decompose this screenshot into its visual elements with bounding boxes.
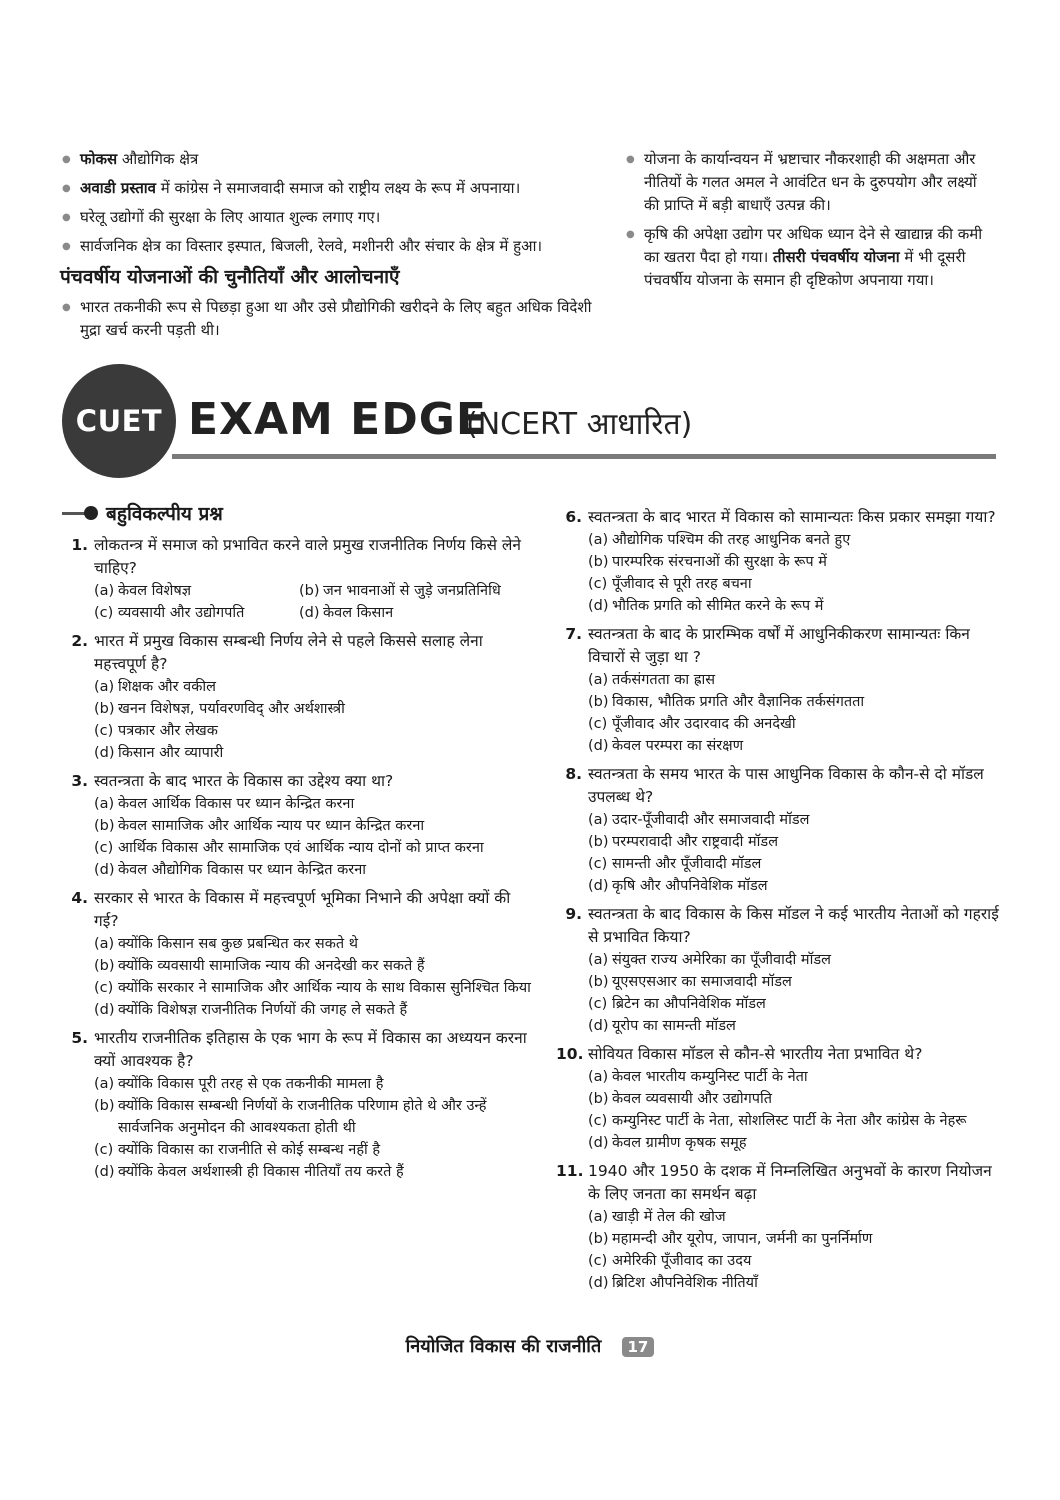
- options: [588, 529, 1000, 617]
- banner-divider: [172, 454, 996, 459]
- option[interactable]: (a) शिक्षक और वकील: [94, 679, 216, 695]
- cuet-exam-edge-banner: [62, 364, 996, 480]
- bullet-item: ● घरेलू उद्योगों की सुरक्षा के लिए आयात शुल्क लगाए गए।: [60, 206, 600, 229]
- question-number: 9.: [565, 905, 582, 923]
- option[interactable]: (c) व्यवसायी और उद्योगपति: [94, 605, 245, 621]
- option[interactable]: (c) अमेरिकी पूँजीवाद का उदय: [588, 1253, 752, 1269]
- question-1: [62, 534, 532, 624]
- top-right-section: [624, 148, 994, 298]
- question-text: स्वतन्त्रता के बाद विकास के किस मॉडल ने कई भारतीय नेताओं को गहराई से प्रभावित किया?: [588, 905, 999, 946]
- question-text: स्वतन्त्रता के बाद भारत के विकास का उद्देश्य क्या था?: [94, 772, 394, 790]
- section-subheading: पंचवर्षीय योजनाओं की चुनौतियाँ और आलोचनाएँ: [60, 266, 400, 288]
- question-number: 2.: [71, 632, 88, 650]
- options: [588, 1206, 1000, 1294]
- option[interactable]: (d) क्योंकि केवल अर्थशास्त्री ही विकास नीतियाँ तय करते हैं: [94, 1164, 404, 1180]
- bullet-item: ● सार्वजनिक क्षेत्र का विस्तार इस्पात, बिजली, रेलवे, मशीनरी और संचार के क्षेत्र में हुआ।: [60, 235, 600, 258]
- top-right-bullets: [624, 148, 994, 292]
- option[interactable]: (a) तर्कसंगतता का ह्रास: [588, 672, 716, 688]
- option[interactable]: (c) कम्युनिस्ट पार्टी के नेता, सोशलिस्ट पार्टी के नेता और कांग्रेस के नेहरू: [588, 1113, 967, 1129]
- banner-subtitle: (NCERT आधारित): [466, 407, 693, 442]
- option[interactable]: (a) केवल भारतीय कम्युनिस्ट पार्टी के नेता: [588, 1069, 808, 1085]
- option[interactable]: (b) विकास, भौतिक प्रगति और वैज्ञानिक तर्कसंगतता: [588, 694, 865, 710]
- option[interactable]: (b) पारम्परिक संरचनाओं की सुरक्षा के रूप में: [588, 554, 827, 570]
- options: [94, 580, 532, 624]
- option[interactable]: (b) जन भावनाओं से जुड़े जनप्रतिनिधि: [299, 583, 501, 599]
- option[interactable]: (b) यूएसएसआर का समाजवादी मॉडल: [588, 974, 792, 990]
- option[interactable]: (d) ब्रिटिश औपनिवेशिक नीतियाँ: [588, 1275, 758, 1291]
- question-text: स्वतन्त्रता के बाद भारत में विकास को सामान्यतः किस प्रकार समझा गया?: [588, 508, 996, 526]
- options: [94, 676, 532, 764]
- question-text: 1940 और 1950 के दशक में निम्नलिखित अनुभवों के कारण नियोजन के लिए जनता का समर्थन बढ़ा: [588, 1162, 992, 1203]
- option[interactable]: (c) क्योंकि विकास का राजनीति से कोई सम्बन्ध नहीं है: [94, 1142, 381, 1158]
- bullet-item: ● फोकस औद्योगिक क्षेत्र: [60, 148, 600, 171]
- question-text: लोकतन्त्र में समाज को प्रभावित करने वाले प्रमुख राजनीतिक निर्णय किसे लेने चाहिए?: [94, 536, 522, 577]
- page-number: 17: [622, 1337, 655, 1357]
- question-text: सोवियत विकास मॉडल से कौन-से भारतीय नेता प्रभावित थे?: [588, 1045, 923, 1063]
- option[interactable]: (d) यूरोप का सामन्ती मॉडल: [588, 1018, 736, 1034]
- question-11: [556, 1160, 1000, 1294]
- question-number: 10.: [556, 1045, 584, 1063]
- option[interactable]: (c) पूँजीवाद और उदारवाद की अनदेखी: [588, 716, 796, 732]
- option[interactable]: (d) क्योंकि विशेषज्ञ राजनीतिक निर्णयों की जगह ले सकते हैं: [94, 1002, 408, 1018]
- question-number: 8.: [565, 765, 582, 783]
- question-2: [62, 630, 532, 764]
- options: [94, 793, 532, 881]
- option[interactable]: (c) क्योंकि सरकार ने सामाजिक और आर्थिक न्याय के साथ विकास सुनिश्चित किया: [94, 980, 531, 996]
- banner-title: EXAM EDGE: [188, 394, 487, 445]
- question-number: 4.: [71, 889, 88, 907]
- options: [94, 1073, 532, 1183]
- option[interactable]: (b) महामन्दी और यूरोप, जापान, जर्मनी का पुनर्निर्माण: [588, 1231, 873, 1247]
- option[interactable]: (a) खाड़ी में तेल की खोज: [588, 1209, 726, 1225]
- question-3: [62, 770, 532, 881]
- question-7: [556, 623, 1000, 757]
- top-left-bullets: [60, 148, 600, 258]
- options: [94, 933, 532, 1021]
- option[interactable]: (b) केवल व्यवसायी और उद्योगपति: [588, 1091, 773, 1107]
- option[interactable]: (b) क्योंकि विकास सम्बन्धी निर्णयों के राजनीतिक परिणाम होते थे और उन्हें सार्वजनिक अनुमोदन की आवश्यकता होती थी: [94, 1098, 487, 1136]
- option[interactable]: (b) खनन विशेषज्ञ, पर्यावरणविद् और अर्थशास्त्री: [94, 701, 345, 717]
- option[interactable]: (d) भौतिक प्रगति को सीमित करने के रूप में: [588, 598, 824, 614]
- option[interactable]: (d) किसान और व्यापारी: [94, 745, 224, 761]
- question-text: भारत में प्रमुख विकास सम्बन्धी निर्णय लेने से पहले किससे सलाह लेना महत्त्वपूर्ण है?: [94, 632, 483, 673]
- question-number: 5.: [71, 1029, 88, 1047]
- options: [588, 1066, 1000, 1154]
- option[interactable]: (d) केवल परम्परा का संरक्षण: [588, 738, 744, 754]
- question-number: 1.: [71, 536, 88, 554]
- option[interactable]: (d) केवल ग्रामीण कृषक समूह: [588, 1135, 747, 1151]
- question-10: [556, 1043, 1000, 1154]
- options: [588, 809, 1000, 897]
- question-number: 11.: [556, 1162, 584, 1180]
- option[interactable]: (a) उदार-पूँजीवादी और समाजवादी मॉडल: [588, 812, 810, 828]
- option[interactable]: (c) पत्रकार और लेखक: [94, 723, 218, 739]
- cuet-badge: CUET: [62, 364, 176, 478]
- option[interactable]: (a) क्योंकि विकास पूरी तरह से एक तकनीकी मामला है: [94, 1076, 384, 1092]
- option[interactable]: (a) केवल विशेषज्ञ: [94, 583, 191, 599]
- mcq-right-column: [556, 506, 1000, 1300]
- option[interactable]: (a) क्योंकि किसान सब कुछ प्रबन्धित कर सकते थे: [94, 936, 358, 952]
- options: [588, 949, 1000, 1037]
- question-text: भारतीय राजनीतिक इतिहास के एक भाग के रूप में विकास का अध्ययन करना क्यों आवश्यक है?: [94, 1029, 527, 1070]
- bullet-item: ● कृषि की अपेक्षा उद्योग पर अधिक ध्यान देने से खाद्यान्न की कमी का खतरा पैदा हो गया। तीसरी पंचवर्षीय योजना में भी दूसरी पंचवर्षीय योजना के समान ही दृष्टिकोण अपनाया गया।: [624, 223, 994, 292]
- bullet-item: ● योजना के कार्यान्वयन में भ्रष्टाचार नौकरशाही की अक्षमता और नीतियों के गलत अमल ने आवंटित धन के दुरुपयोग और लक्ष्यों की प्राप्ति में बड़ी बाधाएँ उत्पन्न की।: [624, 148, 994, 217]
- mcq-left-column: [62, 500, 532, 1189]
- sub-bullets: [60, 296, 600, 342]
- option[interactable]: (a) केवल आर्थिक विकास पर ध्यान केन्द्रित करना: [94, 796, 355, 812]
- page-footer: [0, 1334, 1060, 1358]
- bullet-item: ● भारत तकनीकी रूप से पिछड़ा हुआ था और उसे प्रौद्योगिकी खरीदने के लिए बहुत अधिक विदेशी मुद्रा खर्च करनी पड़ती थी।: [60, 296, 600, 342]
- option[interactable]: (d) केवल औद्योगिक विकास पर ध्यान केन्द्रित करना: [94, 862, 367, 878]
- top-left-section: [60, 148, 600, 348]
- question-9: [556, 903, 1000, 1037]
- mcq-heading: [62, 500, 532, 526]
- option[interactable]: (c) आर्थिक विकास और सामाजिक एवं आर्थिक न्याय दोनों को प्राप्त करना: [94, 840, 484, 856]
- question-6: [556, 506, 1000, 617]
- question-number: 3.: [71, 772, 88, 790]
- bullet-dot-icon: [62, 506, 100, 520]
- option[interactable]: (b) क्योंकि व्यवसायी सामाजिक न्याय की अनदेखी कर सकते हैं: [94, 958, 425, 974]
- mcq-heading-label: बहुविकल्पीय प्रश्न: [106, 503, 223, 525]
- question-5: [62, 1027, 532, 1183]
- option[interactable]: (b) परम्परावादी और राष्ट्रवादी मॉडल: [588, 834, 779, 850]
- question-8: [556, 763, 1000, 897]
- option[interactable]: (a) औद्योगिक पश्चिम की तरह आधुनिक बनते हुए: [588, 532, 851, 548]
- footer-title: नियोजित विकास की राजनीति: [405, 1336, 602, 1357]
- question-text: स्वतन्त्रता के बाद के प्रारम्भिक वर्षों में आधुनिकीकरण सामान्यतः किन विचारों से जुड़ा था ?: [588, 625, 970, 666]
- option[interactable]: (d) कृषि और औपनिवेशिक मॉडल: [588, 878, 768, 894]
- question-text: सरकार से भारत के विकास में महत्त्वपूर्ण भूमिका निभाने की अपेक्षा क्यों की गई?: [94, 889, 511, 930]
- question-4: [62, 887, 532, 1021]
- option[interactable]: (a) संयुक्त राज्य अमेरिका का पूँजीवादी मॉडल: [588, 952, 831, 968]
- question-text: स्वतन्त्रता के समय भारत के पास आधुनिक विकास के कौन-से दो मॉडल उपलब्ध थे?: [588, 765, 984, 806]
- option[interactable]: (c) ब्रिटेन का औपनिवेशिक मॉडल: [588, 996, 766, 1012]
- question-number: 7.: [565, 625, 582, 643]
- question-number: 6.: [565, 508, 582, 526]
- option[interactable]: (d) केवल किसान: [299, 605, 394, 621]
- options: [588, 669, 1000, 757]
- bullet-item: ● अवाडी प्रस्ताव में कांग्रेस ने समाजवादी समाज को राष्ट्रीय लक्ष्य के रूप में अपनाया।: [60, 177, 600, 200]
- option[interactable]: (c) पूँजीवाद से पूरी तरह बचना: [588, 576, 752, 592]
- option[interactable]: (b) केवल सामाजिक और आर्थिक न्याय पर ध्यान केन्द्रित करना: [94, 818, 425, 834]
- option[interactable]: (c) सामन्ती और पूँजीवादी मॉडल: [588, 856, 762, 872]
